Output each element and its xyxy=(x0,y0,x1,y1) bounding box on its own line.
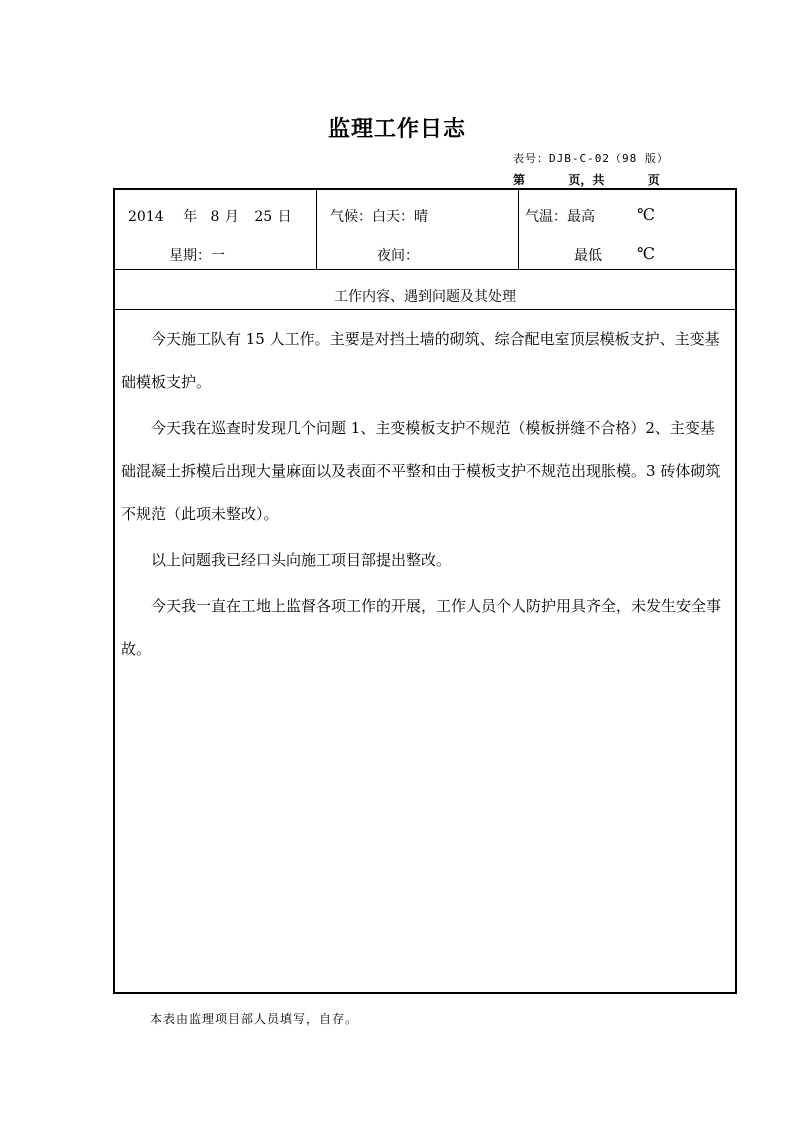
content-paragraph: 今天施工队有 15 人工作。主要是对挡土墙的砌筑、综合配电室顶层模板支护、主变基础模板支护。 xyxy=(121,330,720,391)
log-content xyxy=(121,318,729,674)
content-paragraph: 以上问题我已经口头向施工项目部提出整改。 xyxy=(151,551,452,569)
footer-note: 本表由监理项目部人员填写，自存。 xyxy=(150,1012,359,1026)
weather-night: 夜间： xyxy=(377,248,419,264)
weekday-field: 星期：一 xyxy=(169,248,225,264)
temp-high-unit: ℃ xyxy=(637,205,655,224)
date-month-unit: 月 xyxy=(224,209,239,225)
date-month: 8 xyxy=(210,209,220,225)
col-divider-1 xyxy=(316,190,317,269)
temp-high-label: 气温：最高 xyxy=(525,209,595,225)
page-number-line: 第 页，共 页 xyxy=(513,173,660,187)
temp-low-label: 最低 xyxy=(574,248,602,264)
content-paragraph: 今天我一直在工地上监督各项工作的开展，工作人员个人防护用具齐全，未发生安全事故。 xyxy=(121,597,722,658)
weather-day: 气候：白天：晴 xyxy=(330,209,428,225)
col-divider-2 xyxy=(518,190,519,269)
temp-low-unit: ℃ xyxy=(637,244,655,263)
section-title: 工作内容、遇到问题及其处理 xyxy=(334,289,516,305)
date-field xyxy=(128,206,292,226)
log-table xyxy=(113,188,737,994)
row-divider-2 xyxy=(115,309,735,310)
date-year: 2014 xyxy=(128,209,164,225)
date-year-unit: 年 xyxy=(183,209,198,225)
page-title: 监理工作日志 xyxy=(327,117,466,142)
form-number: 表号：DJB-C-02（98 版） xyxy=(513,152,669,165)
date-day: 25 xyxy=(254,209,273,225)
row-divider-1 xyxy=(115,269,735,270)
content-paragraph: 今天我在巡查时发现几个问题 1、主变模板支护不规范（模板拼缝不合格）2、主变基础混凝土拆模后出现大量麻面以及表面不平整和由于模板支护不规范出现胀模。3 砖体砌筑不规范（此项未整改）。 xyxy=(121,419,721,523)
date-day-unit: 日 xyxy=(277,209,292,225)
